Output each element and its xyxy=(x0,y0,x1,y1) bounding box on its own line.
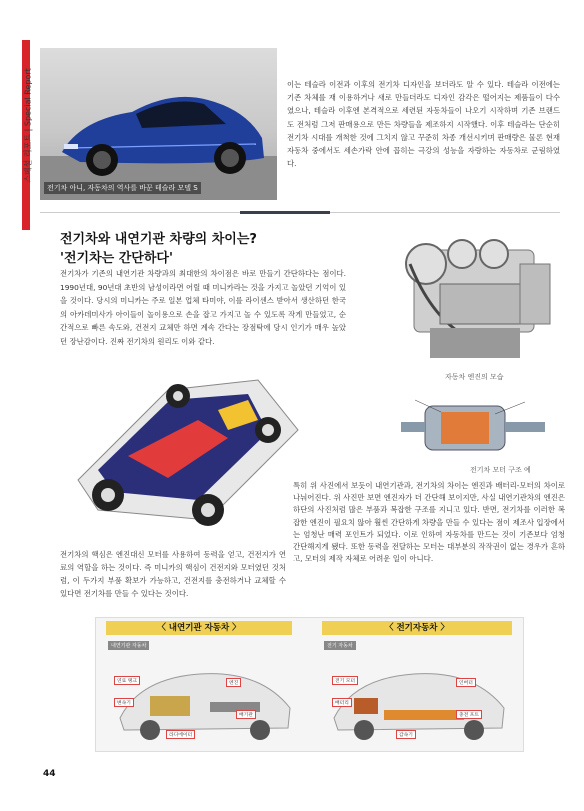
ice-label-2: 변속기 xyxy=(114,698,134,707)
engine-vs-ev-comparison xyxy=(95,617,524,752)
page-number: 44 xyxy=(43,769,56,779)
engine-image xyxy=(370,224,562,370)
ice-panel-title: 〈 내연기관 자동차 〉 xyxy=(106,621,292,635)
body-paragraph-1: 전기차가 기존의 내연기관 차량과의 최대한의 차이점은 바로 만들기 간단하다는 점이다. 1990년대, 90년대 초반의 남성이라면 어릴 때 미니카라는 것을 가지고 놀았던 기억이 있을 것이다. 당시의 미니카는 주로 일본 업체 타미야, 이를 라이센스 받아서 생산하던 한국의 아카데미사가 아이들이 놀이용으로 손을 잡고 가지고 놀 수 있도록 작게 만들었고, 순간적으로 빠른 속도와, 건전지 교체만 하면 계속 간다는 장점탁에 당시 인기가 매우 높았던 장난감이다. 진짜 전기차의 원리도 이와 같다. xyxy=(60,269,346,346)
car-illustration xyxy=(40,48,277,200)
ev-label-4: 충전 포트 xyxy=(456,710,482,719)
tesla-photo xyxy=(40,48,277,200)
photo-caption: 전기차 아니, 자동차의 역사를 바꾼 테슬라 모델 S xyxy=(44,182,201,194)
ice-label-1: 연료 탱크 xyxy=(114,676,140,685)
ev-label-3: 인버터 xyxy=(456,678,476,687)
ice-label-3: 엔진 xyxy=(226,678,241,687)
ice-sublabel: 내연기관 자동차 xyxy=(108,641,149,650)
section-divider-accent xyxy=(240,211,330,214)
ev-car-cutaway xyxy=(324,648,514,746)
mini4wd-image xyxy=(58,360,318,535)
body-paragraph-2: 특히 위 사진에서 보듯이 내연기관과, 전기차의 차이는 엔진과 배터리-모터의 차이로 나눠어진다. 위 사진만 보면 엔진자가 더 간단해 보이지만, 사실 내연기관차의 엔진은 하단의 사진처럼 많은 부품과 복잡한 구조를 지니고 있다. 반면, 전기차를 이러한 복잡한 엔진이 필요치 않아 훨씬 간단하게 차량을 만들 수 있다는 점이 제조사 입장에서는 엄청난 매력 포인트가 되었다. 이로 인하여 자동차를 만드는 것이 기존보다 엄청 간단해지게 됐다. 또한 동력을 전달하는 모터는 대부분의 작작권이 없는 경우가 흔하고, 모터의 제작 자체로 어려운 일이 아니다. xyxy=(293,481,565,564)
ev-label-1: 전기 모터 xyxy=(332,676,358,685)
motor-diagram xyxy=(395,392,555,462)
engine-caption: 자동차 엔진의 모습 xyxy=(445,373,504,381)
section-heading: 전기차와 내연기관 차량의 차이는? xyxy=(60,232,257,247)
motor-caption: 전기차 모터 구조 예 xyxy=(470,466,531,474)
ev-sublabel: 전기 자동차 xyxy=(324,641,356,650)
ice-label-4: 배기관 xyxy=(236,710,256,719)
ev-label-5: 감속기 xyxy=(396,730,416,739)
section-subheading: '전기차는 간단하다' xyxy=(60,251,173,266)
ice-car-cutaway xyxy=(110,648,300,746)
ev-panel-title: 〈 전기자동차 〉 xyxy=(322,621,512,635)
ice-label-5: 라디에이터 xyxy=(166,730,195,739)
ev-label-2: 배터리 xyxy=(332,698,352,707)
body-paragraph-3: 전기차의 핵심은 엔진대신 모터를 사용하여 동력을 얻고, 건전지가 연료의 역할을 하는 것이다. 즉 미니카의 핵심이 건전지와 모터였던 것처럼, 이 두가지 부품 확보가 가능하고, 건전지를 충전하거나 교체할 수 있다면 전기차를 만들 수 있다는 것이다. xyxy=(60,550,286,598)
section-tab-label: 스페셜 리포트 | Special Report xyxy=(23,68,33,183)
intro-paragraph: 이는 테슬라 이전과 이후의 전기차 디자인을 보더라도 알 수 있다. 테슬라 이전에는 기존 차체를 재 이용하거나 새로 만들더라도 디자인 감각은 떨어지는 제품들이 다수였으나, 테슬라 이후엔 본격적으로 세련된 자동차들이 나오기 시작하며 기존 브랜드도 전처럼 그저 판매용으로 만든 차량들을 제조하지 시작했다. 이후 테슬라는 단순히 전기차 시대를 개척한 것에 그치지 않고 꾸준히 차종 개선시키며 판매량은 물론 현재 자동차 중에서도 세손가락 안에 꼽히는 극강의 성능을 자랑하는 자동차로 군림하였다. xyxy=(287,80,560,169)
